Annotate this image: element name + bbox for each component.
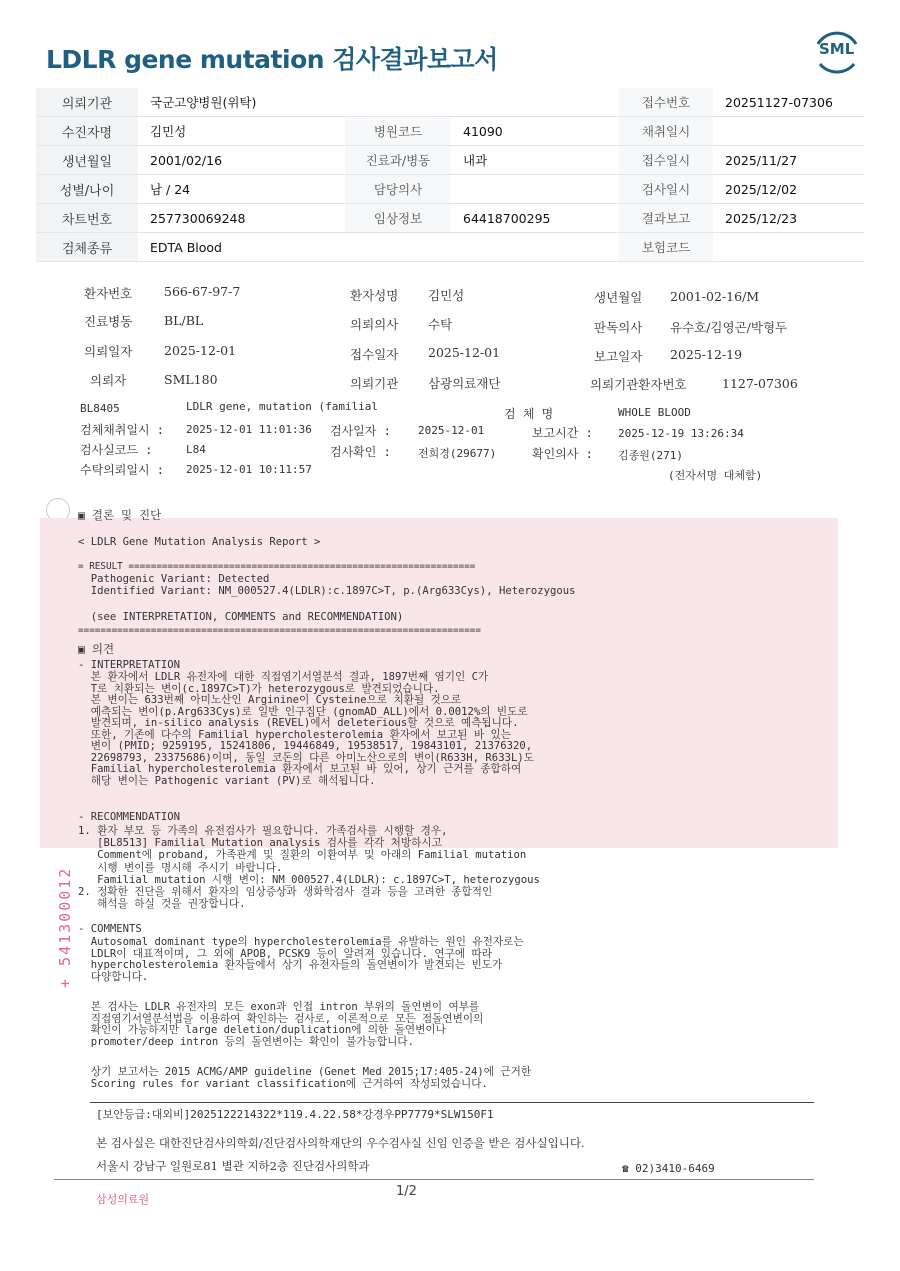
table-row [36, 204, 864, 233]
footer-org: 삼성의료원 [96, 1193, 150, 1206]
table-row [36, 88, 864, 117]
scan-label-collect: 검체채취일시 : [80, 423, 165, 437]
scan-value-patient-no: 566-67-97-7 [164, 284, 241, 299]
label-birthdate: 생년월일 [36, 146, 138, 175]
label-specimen-type: 검체종류 [36, 233, 138, 262]
see-note: (see INTERPRETATION, COMMENTS and RECOMMENDATION) [78, 611, 404, 623]
value-result-report: 2025/12/23 [713, 204, 864, 233]
value-patient-name: 김민성 [138, 117, 345, 146]
value-collection-time [713, 117, 864, 146]
value-hospital-code: 41090 [451, 117, 619, 146]
page-number: 1/2 [396, 1184, 417, 1199]
label-test-date: 검사일시 [619, 175, 713, 204]
scan-value-confirm-doc: 김종원(271) [618, 449, 683, 462]
scan-esign: (전자서명 대체함) [668, 469, 763, 482]
scan-label-rpt-date: 보고일자 [594, 349, 643, 364]
label-chart-no: 차트번호 [36, 204, 138, 233]
identified-variant-line: Identified Variant: NM_000527.4(LDLR):c.1897C>T, p.(Arg633Cys), Heterozygous [78, 585, 576, 597]
scan-value-outsource: 2025-12-01 10:11:57 [186, 463, 312, 476]
scan-value-rcv-date: 2025-12-01 [428, 345, 501, 360]
label-requesting-org: 의뢰기관 [36, 88, 138, 117]
scan-value-requester: SML180 [164, 372, 218, 387]
side-serial-number: + 541300012 [56, 866, 74, 988]
value-specimen-type: EDTA Blood [138, 233, 619, 262]
table-row [36, 233, 864, 262]
value-chart-no: 257730069248 [138, 204, 345, 233]
scan-value-org-pt-no: 1127-07306 [722, 376, 798, 391]
comments-text-3: 상기 보고서는 2015 ACMG/AMP guideline (Genet Med 2015;17:405-24)에 근거한 Scoring rules for variant classification에 근거하여 작성되었습니다. [90, 1066, 532, 1090]
scan-value-read-doc: 유수호/김영곤/박형두 [670, 320, 788, 335]
recommendation-heading: - RECOMMENDATION [78, 811, 181, 823]
scan-label-ward: 진료병동 [84, 314, 133, 329]
label-receipt-date: 접수일시 [619, 146, 713, 175]
interpretation-text: 본 환자에서 LDLR 유전자에 대한 직접염기서열분석 결과, 1897번째 염기인 C가 T로 치환되는 변이(c.1897C>T)가 heterozygous로 발견되었습니다. 본 변이는 633번째 아미노산인 Arginine이 Cysteine으로 치환될 것으로 예측되는 변이(p.Arg633Cys)로 일반 인구집단 (gnomAD_ALL)에서 0.0012%의 빈도로 발견되며, in-silico analysis (REVEL)에서 deleterious할 것으로 예측됩니다. 또한, 기존에 다수의 Familial hypercholesterolemia 환자에서 보고된 바 있는 변이 (PMID; 9259195, 15241806, 19446849, 19538517, 19843101, 21376320, 22698793, 23375686)이며, 동일 코돈의 다른 아미노산으로의 변이(R633H, R633L)도 Familial hypercholesterolemia 환자에서 보고된 바 있어, 상기 근거를 종합하여 해당 변이는 Pathogenic variant (PV)로 해석됩니다. [90, 671, 534, 787]
scan-label-patient-name: 환자성명 [350, 288, 399, 303]
label-receipt-no: 접수번호 [619, 88, 713, 117]
value-receipt-no: 20251127-07306 [713, 88, 864, 117]
scan-label-confirm-doc: 확인의사 : [532, 447, 593, 461]
table-row [36, 175, 864, 204]
label-result-report: 결과보고 [619, 204, 713, 233]
address-text: 서울시 강남구 일원로81 별관 지하2층 진단검사의학과 [96, 1159, 370, 1173]
security-line: [보안등급:대외비]2025122214322*119.4.22.58*강경우PP7779*SLW150F1 [96, 1108, 494, 1121]
scan-value-test-date: 2025-12-01 [418, 424, 485, 437]
value-birthdate: 2001/02/16 [138, 146, 345, 175]
scan-value-ward: BL/BL [164, 313, 204, 328]
recommendation-text: 1. 환자 부모 등 가족의 유전검사가 필요합니다. 가족검사를 시행할 경우, [BL8513] Familial Mutation analysis 검사를 각각 처방하시고 Comment에 proband, 가족관계 및 질환의 이환여부 및 아래의 Familial mutation 시행 변이를 명시해 주시기 바랍니다. Familial mutation 시행 변이: NM_000527.4(LDLR): c.1897C>T, heterozygous 2. 정확한 진단을 위해서 환자의 임상증상과 생화학검사 결과 등을 고려한 종합적인 해석을 하실 것을 권장합니다. [78, 825, 540, 911]
scan-test-name: LDLR gene, mutation (familial [186, 400, 379, 413]
scan-value-dob: 2001-02-16/M [670, 289, 760, 304]
scan-value-req-doc: 수탁 [428, 317, 453, 332]
report-header: < LDLR Gene Mutation Analysis Report > [78, 536, 321, 548]
scan-value-req-org: 삼광의료재단 [428, 376, 501, 391]
scan-value-lab-code: L84 [186, 443, 206, 456]
scan-value-patient-name: 김민성 [428, 288, 465, 303]
scan-label-read-doc: 판독의사 [594, 320, 643, 335]
value-sex-age: 남 / 24 [138, 175, 345, 204]
scan-label-org-pt-no: 의뢰기관환자번호 [590, 377, 687, 392]
logo-text: SML [819, 40, 855, 58]
scan-label-req-date: 의뢰일자 [84, 344, 133, 359]
scan-value-rpt-date: 2025-12-19 [670, 347, 743, 362]
label-patient-name: 수진자명 [36, 117, 138, 146]
label-department: 진료과/병동 [345, 146, 451, 175]
label-sex-age: 성별/나이 [36, 175, 138, 204]
value-receipt-date: 2025/11/27 [713, 146, 864, 175]
pathogenic-variant-line: Pathogenic Variant: Detected [78, 573, 270, 585]
comments-text-1: Autosomal dominant type의 hypercholesterolemia를 유발하는 원인 유전자로는 LDLR이 대표적이며, 그 외에 APOB, PCSK9 등이 알려져 있습니다. 연구에 따라 hypercholesterolemia 환자들에서 상기 유전자들의 돌연변이가 발견되는 빈도가 다양합니다. [90, 936, 524, 983]
scanned-report [0, 270, 900, 1270]
scan-label-confirm: 검사확인 : [330, 445, 391, 459]
comments-text-2: 본 검사는 LDLR 유전자의 모든 exon과 인접 intron 부위의 돌연변이 여부를 직접염기서열분석법을 이용하여 확인하는 검사로, 이론적으로 모든 점돌연변이의 확인이 가능하지만 large deletion/duplication에 의한 돌연변이나 promoter/deep intron 등의 돌연변이는 확인이 불가능합니다. [90, 1001, 484, 1048]
value-clinical-info: 64418700295 [451, 204, 619, 233]
scan-label-specimen: 검 체 명 [504, 407, 554, 421]
scan-label-requester: 의뢰자 [90, 373, 127, 388]
footer-divider [54, 1179, 814, 1180]
section-conclusion-heading: ▣ 결론 및 진단 [78, 508, 162, 522]
footer-divider [90, 1102, 814, 1103]
scan-label-req-org: 의뢰기관 [350, 376, 399, 391]
value-department: 내과 [451, 146, 619, 175]
value-doctor [451, 175, 619, 204]
value-test-date: 2025/12/02 [713, 175, 864, 204]
scan-value-specimen: WHOLE BLOOD [618, 406, 691, 419]
section-opinion-heading: ▣ 의견 [78, 642, 115, 656]
label-doctor: 담당의사 [345, 175, 451, 204]
label-clinical-info: 임상정보 [345, 204, 451, 233]
scan-value-confirm: 전희경(29677) [418, 447, 497, 460]
scan-label-dob: 생년월일 [594, 290, 643, 305]
scan-value-rpt-time: 2025-12-19 13:26:34 [618, 427, 744, 440]
table-row [36, 117, 864, 146]
scan-label-rpt-time: 보고시간 : [532, 426, 593, 440]
patient-info-table [36, 88, 864, 262]
scan-value-req-date: 2025-12-01 [164, 343, 237, 358]
comments-heading: - COMMENTS [78, 923, 142, 935]
scan-label-patient-no: 환자번호 [84, 286, 133, 301]
scan-label-test-date: 검사일자 : [330, 424, 391, 438]
phone-text: ☎ 02)3410-6469 [622, 1162, 715, 1175]
scan-label-outsource: 수탁의뢰일시 : [80, 463, 165, 477]
label-collection-time: 채취일시 [619, 117, 713, 146]
table-row [36, 146, 864, 175]
value-requesting-org: 국군고양병원(위탁) [138, 88, 619, 117]
value-insurance-code [713, 233, 864, 262]
result-divider: = RESULT ============================================================== [78, 561, 476, 572]
label-hospital-code: 병원코드 [345, 117, 451, 146]
interpretation-heading: - INTERPRETATION [78, 659, 181, 671]
scan-label-lab-code: 검사실코드 : [80, 443, 153, 457]
label-insurance-code: 보험코드 [619, 233, 713, 262]
page-title: LDLR gene mutation 검사결과보고서 [46, 45, 498, 74]
scan-test-code: BL8405 [80, 402, 120, 415]
certification-text: 본 검사실은 대한진단검사의학회/진단검사의학재단의 우수검사실 신임 인증을 받은 검사실입니다. [96, 1136, 585, 1150]
equal-divider: ======================================================================== [78, 625, 481, 636]
scan-label-rcv-date: 접수일자 [350, 347, 399, 362]
scan-value-collect: 2025-12-01 11:01:36 [186, 423, 312, 436]
scan-label-req-doc: 의뢰의사 [350, 317, 399, 332]
